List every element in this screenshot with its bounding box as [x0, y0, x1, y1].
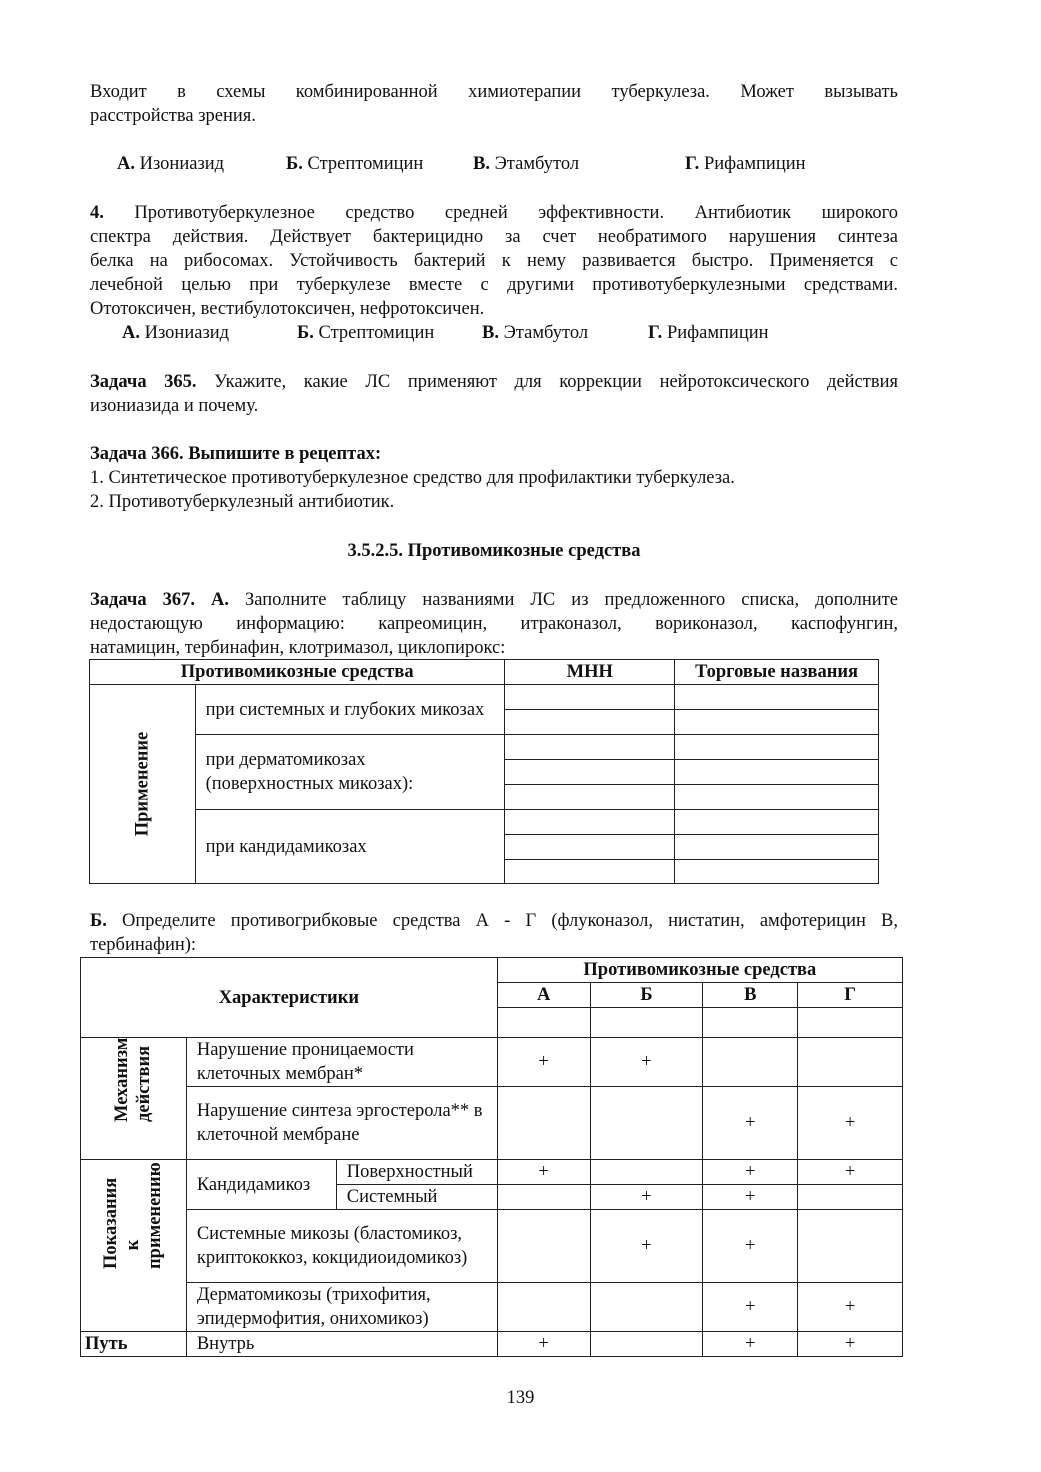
q3-text: [90, 80, 898, 128]
q4-line-3: белка на рибосомах. Устойчивость бактерий к нему развивается быстро. Применяется с: [90, 251, 898, 271]
table-a-cell[interactable]: [505, 860, 675, 884]
task367: [90, 588, 898, 660]
table-a-row-systemic: при системных и глубоких микозах: [195, 685, 505, 735]
table-b-mark: [798, 1185, 903, 1210]
table-b-candida-row-1: Поверхностный: [336, 1160, 497, 1185]
task365: [90, 370, 898, 418]
table-a-row-dermato: при дерматомикозах (поверхностных микозах):: [195, 735, 505, 810]
q4-line-1: 4. Противотуберкулезное средство средней эффективности. Антибиотик широкого: [90, 203, 898, 223]
table-a-cell[interactable]: [505, 835, 675, 860]
table-b-col-c: В: [703, 983, 798, 1008]
q3-line-2: расстройства зрения.: [90, 106, 256, 126]
table-a: [89, 659, 879, 884]
part-b-line-2: тербинафин):: [90, 935, 197, 955]
table-a-cell[interactable]: [675, 685, 879, 710]
table-b-col-d: Г: [798, 983, 903, 1008]
table-b-ind-row-2: Дерматомикозы (трихофития, эпидермофития, онихомикоз): [186, 1283, 497, 1332]
table-b-mark: +: [703, 1160, 798, 1185]
table-b-mark: [798, 1038, 903, 1087]
part-b: [90, 909, 898, 957]
task367-line-1: Задача 367. А. Заполните таблицу названиями ЛС из предложенного списка, дополните: [90, 590, 898, 610]
task365-line-2: изониазида и почему.: [90, 396, 259, 416]
q4-line-2: спектра действия. Действует бактерицидно за счет необратимого нарушения синтеза: [90, 227, 898, 247]
task367-line-3: натамицин, тербинафин, клотримазол, циклопирокс:: [90, 638, 506, 658]
table-a-cell[interactable]: [505, 810, 675, 835]
table-b-col-b: Б: [590, 983, 703, 1008]
table-b-mark: [497, 1210, 590, 1283]
table-b-candida-row-2: Системный: [336, 1185, 497, 1210]
table-a-cell[interactable]: [505, 710, 675, 735]
table-a-cell[interactable]: [675, 710, 879, 735]
table-b-mark: [497, 1087, 590, 1160]
q4-option-a[interactable]: А. Изониазид: [122, 323, 230, 343]
table-a-cell[interactable]: [675, 860, 879, 884]
table-b-mark: +: [703, 1087, 798, 1160]
table-b-candida-label: Кандидамикоз: [186, 1160, 336, 1210]
table-b-answer-b[interactable]: [590, 1008, 703, 1038]
table-b-mark: +: [798, 1332, 903, 1357]
q4-text: [90, 201, 898, 321]
table-b-mark: +: [497, 1160, 590, 1185]
table-a-cell[interactable]: [675, 810, 879, 835]
part-b-line-1: Б. Определите противогрибковые средства А - Г (флуконазол, нистатин, амфотерицин В,: [90, 911, 898, 931]
table-b-mark: +: [703, 1210, 798, 1283]
section-title: 3.5.2.5. Противомикозные средства: [347, 541, 641, 561]
task366-title: Задача 366. Выпишите в рецептах:: [90, 444, 382, 464]
table-a-cell[interactable]: [675, 785, 879, 810]
q4-option-c[interactable]: В. Этамбутол: [482, 323, 589, 343]
table-a-header-inn: МНН: [505, 660, 675, 685]
table-b-mark: +: [497, 1038, 590, 1087]
table-a-cell[interactable]: [675, 735, 879, 760]
table-b-mark: +: [798, 1087, 903, 1160]
table-b: [80, 957, 903, 1357]
table-a-row-candida: при кандидамикозах: [195, 810, 505, 884]
table-b-mech-row-1: Нарушение проницаемости клеточных мембран*: [186, 1038, 497, 1087]
table-a-cell[interactable]: [505, 685, 675, 710]
table-b-mark: +: [703, 1332, 798, 1357]
q4-option-b[interactable]: Б. Стрептомицин: [297, 323, 435, 343]
table-b-char-header: Характеристики: [81, 958, 498, 1038]
table-b-mark: [497, 1185, 590, 1210]
table-b-mark: [703, 1038, 798, 1087]
table-b-mark: +: [590, 1210, 703, 1283]
table-b-route-row: Внутрь: [186, 1332, 497, 1357]
q4-option-d[interactable]: Г. Рифампицин: [648, 323, 769, 343]
task365-line-1: Задача 365. Укажите, какие ЛС применяют для коррекции нейротоксического действия: [90, 372, 898, 392]
table-b-mark: +: [703, 1185, 798, 1210]
table-a-header-drugs: Противомикозные средства: [90, 660, 505, 685]
q3-line-1: Входит в схемы комбинированной химиотерапии туберкулеза. Может вызывать: [90, 82, 898, 102]
q4-line-5: Ототоксичен, вестибулотоксичен, нефротоксичен.: [90, 299, 485, 319]
page-number: 139: [506, 1388, 535, 1408]
table-b-mark: [590, 1160, 703, 1185]
table-b-mark: +: [497, 1332, 590, 1357]
table-b-mark: +: [703, 1283, 798, 1332]
task366-item-1: 1. Синтетическое противотуберкулезное средство для профилактики туберкулеза.: [90, 468, 735, 488]
table-b-mark: +: [798, 1283, 903, 1332]
table-a-header-trade: Торговые названия: [675, 660, 879, 685]
table-b-mech-row-2: Нарушение синтеза эргостерола** в клеточной мембране: [186, 1087, 497, 1160]
q3-option-d[interactable]: Г. Рифампицин: [685, 154, 806, 174]
table-b-ind-label: Показания к применению: [81, 1160, 187, 1332]
table-a-cell[interactable]: [675, 835, 879, 860]
task366: [90, 442, 898, 514]
table-a-cell[interactable]: [505, 735, 675, 760]
table-b-mark: [590, 1283, 703, 1332]
task367-line-2: недостающую информацию: капреомицин, итраконазол, вориконазол, каспофунгин,: [90, 614, 898, 634]
table-b-mark: +: [590, 1038, 703, 1087]
q3-option-c[interactable]: В. Этамбутол: [473, 154, 580, 174]
table-b-route-label: Путь: [81, 1332, 187, 1357]
task366-item-2: 2. Противотуберкулезный антибиотик.: [90, 492, 395, 512]
table-a-side-label: Применение: [90, 685, 196, 884]
table-b-group-header: Противомикозные средства: [497, 958, 902, 983]
q4-line-4: лечебной целью при туберкулезе вместе с другими противотуберкулезными средствами.: [90, 275, 898, 295]
table-a-cell[interactable]: [505, 785, 675, 810]
table-b-mark: [497, 1283, 590, 1332]
table-b-answer-d[interactable]: [798, 1008, 903, 1038]
table-b-mark: [798, 1210, 903, 1283]
table-b-mark: [590, 1332, 703, 1357]
q3-option-a[interactable]: А. Изониазид: [117, 154, 225, 174]
table-b-col-a: А: [497, 983, 590, 1008]
table-a-cell[interactable]: [675, 760, 879, 785]
table-b-mark: +: [798, 1160, 903, 1185]
table-b-mark: [590, 1087, 703, 1160]
table-a-cell[interactable]: [505, 760, 675, 785]
table-b-mark: +: [590, 1185, 703, 1210]
table-b-answer-c[interactable]: [703, 1008, 798, 1038]
table-b-ind-row-1: Системные микозы (бластомикоз, криптококкоз, кокцидиоидомикоз): [186, 1210, 497, 1283]
q3-option-b[interactable]: Б. Стрептомицин: [286, 154, 424, 174]
table-b-mech-label: Механизм действия: [81, 1038, 187, 1160]
table-b-answer-a[interactable]: [497, 1008, 590, 1038]
